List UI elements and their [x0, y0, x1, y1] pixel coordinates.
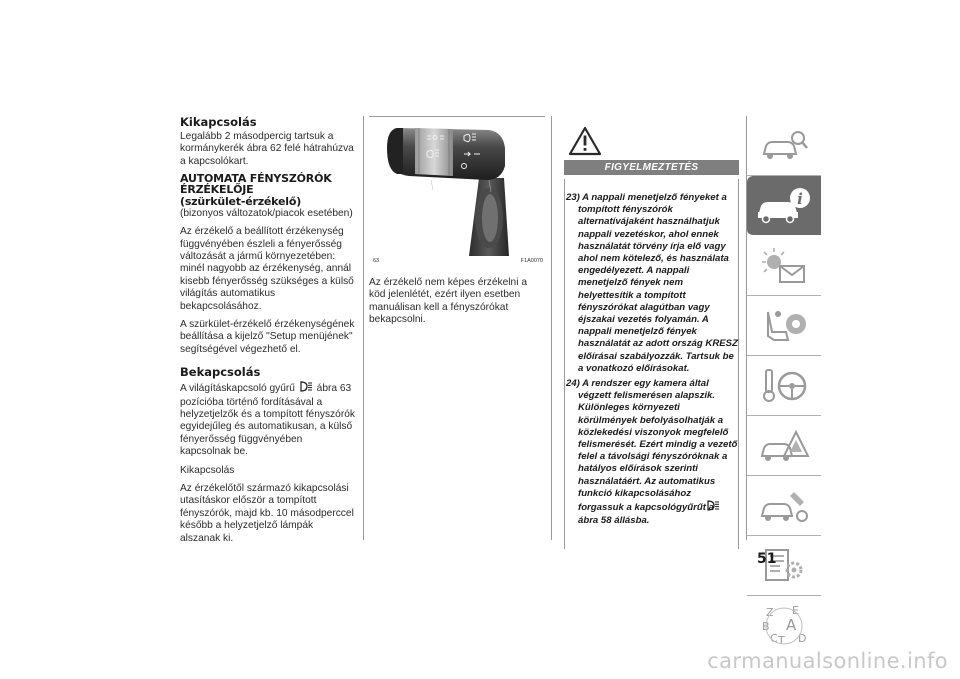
sidebar-item-maintenance[interactable] [747, 476, 821, 536]
sidebar-item-safety[interactable] [747, 296, 821, 356]
index-letter: B [762, 620, 770, 633]
heading-bekapcsolas: Bekapcsolás [180, 365, 261, 380]
para-bek-before-icon: A világításkapcsoló gyűrű [180, 383, 295, 395]
auto-headlight-icon [718, 500, 720, 515]
para-kikapcsolas-2: Az érzékelőtől származó kikapcsolási utasításkor először a tompított fényszórók, majd kb. 10 másodperccel később a helyzetjelző lámpák alszanak ki. [180, 483, 354, 544]
figure-63-stalk [369, 118, 545, 256]
column-divider-1 [363, 116, 364, 540]
para-sensor: Az érzékelő a beállított érzékenység függvényében észleli a fényerősség változását a jármű környezetében: minél nagyobb az érzékenység, annál kisebb fényerősség szükséges a külső világítás automatikus bekapcsolásához. [180, 226, 354, 312]
left-column [180, 116, 356, 545]
key-steering-icon [758, 366, 810, 406]
seat-airbag-icon [758, 306, 810, 346]
sidebar-item-lights-messages[interactable] [747, 236, 821, 296]
heading-automata-line1: AUTOMATA FÉNYSZÓRÓK [180, 172, 332, 186]
index-letter: D [798, 632, 807, 645]
para-kikapcsolas: Legalább 2 másodpercig tartsuk a kormánykerék ábra 62 felé hátrahúzva a kapcsolókart. [180, 131, 354, 167]
page-number: 51 [757, 551, 777, 567]
sidebar-item-index[interactable] [747, 596, 821, 656]
para-fog: Az érzékelő nem képes érzékelni a köd jelenlétét, ezért ilyen esetben manuálisan kell a fényszórókat bekapcsolni. [369, 277, 527, 326]
car-tools-icon [758, 486, 810, 526]
sidebar-item-knowing-car[interactable] [747, 116, 821, 176]
index-letters-icon [758, 604, 810, 648]
warning-triangle-icon [568, 126, 602, 156]
warning-notes [566, 192, 738, 527]
para-bekapcsolas [180, 381, 356, 458]
sidebar-item-starting-driving[interactable] [747, 356, 821, 416]
warning-note-24 [566, 378, 738, 527]
car-search-icon [758, 126, 810, 166]
para-availability: (bizonyos változatok/piacok esetében) [180, 207, 353, 219]
sidebar-item-emergency[interactable] [747, 416, 821, 476]
index-letter: A [786, 616, 797, 634]
figure-code: F1A0070 [520, 258, 543, 264]
note24-after-icon: ábra 58 állásba. [578, 515, 650, 527]
watermark: carmanualsonline.info [707, 649, 948, 673]
warning-note-23: 23) A nappali menetjelző fényeket a tompított fényszórók alternatívájaként használhatjuk nappali vezetéskor, ahol ennek használatát törvény írja elő vagy ahol nem kötelező, és használata engedélyezett. A nappali menetjelző fények nem helyettesítik a tompított fényszórókat alagútban vagy éjszakai vezetés folyamán. A nappali menetjelző fények használatát az adott ország KRESZ előírásai szabályozzák. Tartsuk be a vonatkozó előírásokat. [566, 192, 738, 374]
para-setup: A szürkület-érzékelő érzékenységének beállítása a kijelző "Setup menüjének" segítségével végezhető el. [180, 318, 355, 355]
heading-automata-line2: ÉRZÉKELŐJE [180, 182, 254, 196]
index-letter: Z [766, 606, 774, 619]
figure-caption [373, 258, 543, 268]
middle-column [369, 277, 545, 327]
sidebar-divider [746, 116, 747, 540]
light-mail-icon [758, 246, 810, 286]
car-info-icon [754, 184, 814, 228]
note24-before-icon: 24) A rendszer egy kamera által végzett felismerésen alapszik. Különleges környezeti körülmények befolyásolhatják a közlekedési viszonyok megfelelő felismerését. Ezért mindig a vezető felel a távolsági fényszóróknak a hatályos előírások szerinti használatáért. Az automatikus funkció kikapcsolásához forgassuk a kapcsológyűrűt a [566, 378, 738, 514]
para-bek-after-icon: ábra 63 pozícióba történő fordításával a helyzetjelzők és a tompított fényszórók egyidejűleg és automatikusan, a külső fényerősség függvényében kapcsolnak be. [180, 383, 355, 458]
auto-headlight-icon [299, 381, 313, 396]
index-letter: C [770, 632, 778, 645]
column-divider-2 [551, 116, 552, 540]
figure-top-rule [369, 116, 545, 117]
heading-automata [180, 174, 356, 208]
car-warning-icon [758, 426, 810, 466]
heading-automata-line3: (szürkület-érzékelő) [180, 195, 302, 209]
figure-number: 63 [373, 258, 380, 264]
warning-title-bar: FIGYELMEZTETÉS [564, 160, 739, 175]
index-letter: T [778, 634, 785, 647]
sidebar-item-car-info[interactable] [747, 176, 821, 236]
subheading-kikapcsolas: Kikapcsolás [180, 464, 235, 476]
chapter-sidebar [747, 116, 821, 656]
heading-kikapcsolas: Kikapcsolás [180, 115, 257, 129]
lighting-stalk-illustration [369, 118, 545, 256]
svg-text:i: i [797, 189, 803, 208]
index-letter: E [792, 604, 799, 617]
